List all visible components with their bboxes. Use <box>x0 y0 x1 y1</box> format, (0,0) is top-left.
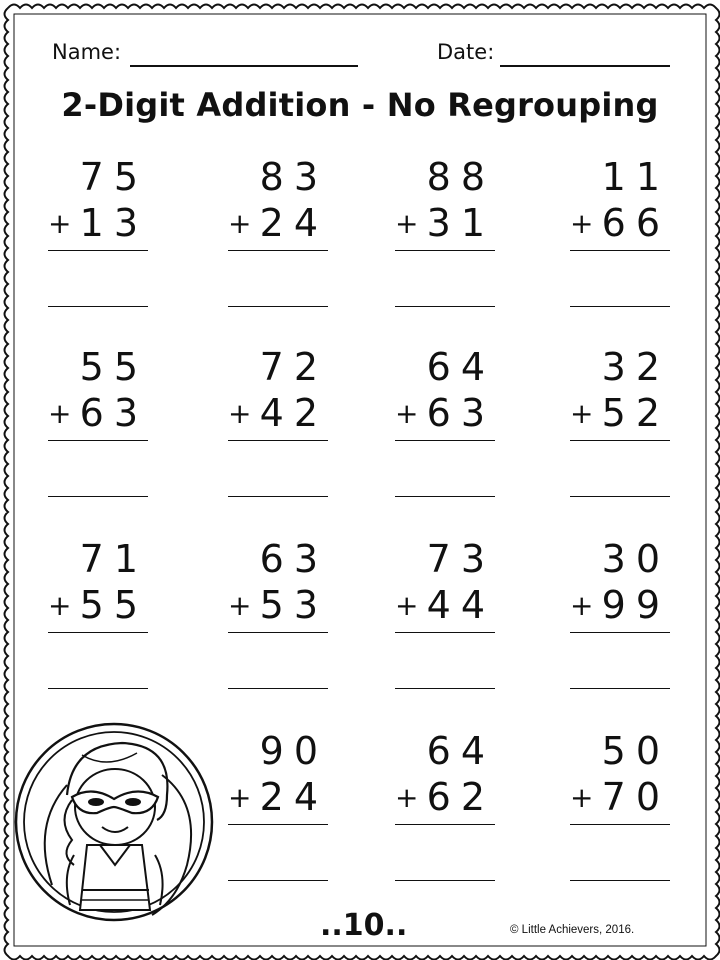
plus-sign: + <box>228 781 252 814</box>
plus-sign: + <box>228 397 252 430</box>
bottom-addend: 55 <box>79 583 148 627</box>
bottom-addend: 62 <box>426 775 495 819</box>
bottom-addend: 42 <box>259 391 328 435</box>
name-date-row <box>52 40 672 70</box>
copyright-text: © Little Achievers, 2016. <box>510 924 635 936</box>
bottom-addend: 31 <box>426 201 495 245</box>
top-addend: 64 <box>426 729 495 773</box>
name-label: Name: <box>52 40 122 64</box>
addition-problem <box>228 537 332 700</box>
plus-sign: + <box>570 397 594 430</box>
plus-sign: + <box>48 207 72 240</box>
answer-line[interactable] <box>48 496 148 497</box>
plus-sign: + <box>395 781 419 814</box>
top-addend: 55 <box>79 345 148 389</box>
addition-problem <box>48 537 152 700</box>
top-addend: 73 <box>426 537 495 581</box>
bottom-addend: 70 <box>601 775 670 819</box>
sum-line <box>570 440 670 441</box>
top-addend: 63 <box>259 537 328 581</box>
bottom-addend: 24 <box>259 775 328 819</box>
bottom-addend: 63 <box>426 391 495 435</box>
plus-sign: + <box>48 397 72 430</box>
plus-sign: + <box>48 589 72 622</box>
plus-sign: + <box>228 589 252 622</box>
bottom-addend: 63 <box>79 391 148 435</box>
answer-line[interactable] <box>570 880 670 881</box>
addition-problem <box>228 729 332 892</box>
sum-line <box>395 250 495 251</box>
top-addend: 72 <box>259 345 328 389</box>
answer-line[interactable] <box>570 306 670 307</box>
answer-line[interactable] <box>228 880 328 881</box>
sum-line <box>228 250 328 251</box>
answer-line[interactable] <box>228 688 328 689</box>
top-addend: 83 <box>259 155 328 199</box>
bottom-addend: 53 <box>259 583 328 627</box>
addition-problem <box>570 155 674 318</box>
top-addend: 90 <box>259 729 328 773</box>
answer-line[interactable] <box>228 496 328 497</box>
answer-line[interactable] <box>570 688 670 689</box>
addition-problem <box>48 155 152 318</box>
addition-problem <box>395 537 499 700</box>
plus-sign: + <box>570 781 594 814</box>
answer-line[interactable] <box>570 496 670 497</box>
addition-problem <box>228 345 332 508</box>
bottom-addend: 66 <box>601 201 670 245</box>
answer-line[interactable] <box>395 306 495 307</box>
sum-line <box>48 250 148 251</box>
answer-line[interactable] <box>395 880 495 881</box>
answer-line[interactable] <box>395 496 495 497</box>
sum-line <box>228 632 328 633</box>
answer-line[interactable] <box>228 306 328 307</box>
addition-problem <box>570 729 674 892</box>
top-addend: 11 <box>601 155 670 199</box>
sum-line <box>395 440 495 441</box>
addition-problem <box>570 345 674 508</box>
plus-sign: + <box>228 207 252 240</box>
addition-problem <box>395 345 499 508</box>
top-addend: 88 <box>426 155 495 199</box>
top-addend: 64 <box>426 345 495 389</box>
sum-line <box>395 632 495 633</box>
sum-line <box>48 440 148 441</box>
bottom-addend: 52 <box>601 391 670 435</box>
sum-line <box>228 824 328 825</box>
sum-line <box>48 632 148 633</box>
date-blank-line <box>500 65 670 67</box>
top-addend: 30 <box>601 537 670 581</box>
plus-sign: + <box>395 207 419 240</box>
top-addend: 75 <box>79 155 148 199</box>
addition-problem <box>48 345 152 508</box>
addition-problem <box>395 155 499 318</box>
sum-line <box>395 824 495 825</box>
answer-line[interactable] <box>48 306 148 307</box>
answer-line[interactable] <box>395 688 495 689</box>
top-addend: 32 <box>601 345 670 389</box>
page-number: ..10.. <box>320 908 408 943</box>
plus-sign: + <box>570 207 594 240</box>
bottom-addend: 44 <box>426 583 495 627</box>
name-blank-line <box>130 65 358 67</box>
addition-problem <box>570 537 674 700</box>
bottom-addend: 99 <box>601 583 670 627</box>
plus-sign: + <box>395 589 419 622</box>
sum-line <box>228 440 328 441</box>
sum-line <box>570 250 670 251</box>
date-label: Date: <box>437 40 495 64</box>
plus-sign: + <box>395 397 419 430</box>
top-addend: 71 <box>79 537 148 581</box>
addition-problem <box>228 155 332 318</box>
addition-problem <box>395 729 499 892</box>
sum-line <box>570 632 670 633</box>
worksheet-title: 2-Digit Addition - No Regrouping <box>61 86 659 124</box>
bottom-addend: 24 <box>259 201 328 245</box>
bottom-addend: 13 <box>79 201 148 245</box>
superhero-girl-icon <box>12 715 217 930</box>
top-addend: 50 <box>601 729 670 773</box>
answer-line[interactable] <box>48 688 148 689</box>
sum-line <box>570 824 670 825</box>
plus-sign: + <box>570 589 594 622</box>
